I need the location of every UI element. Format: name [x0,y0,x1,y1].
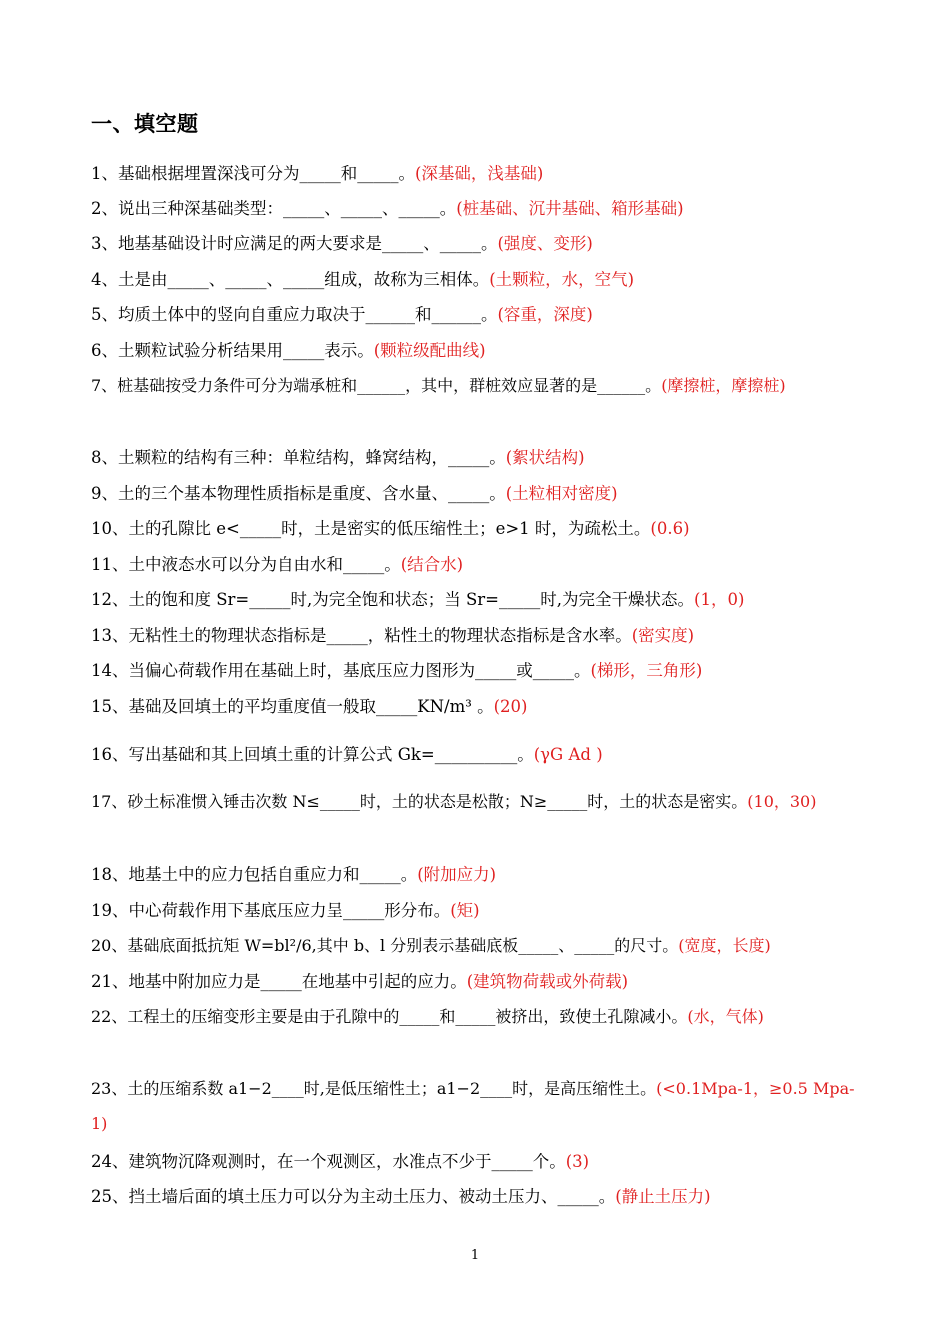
question-22 [91,999,866,1034]
question-text: 9、土的三个基本物理性质指标是重度、含水量、_____。 [91,484,506,503]
question-text: 6、土颗粒试验分析结果用_____表示。 [91,341,374,360]
answer-text: (0.6) [650,519,690,538]
question-19 [91,893,861,928]
question-text: 24、建筑物沉降观测时，在一个观测区，水准点不少于_____个。 [91,1152,566,1171]
question-text: 13、无粘性土的物理状态指标是_____，粘性土的物理状态指标是含水率。 [91,626,632,645]
question-6 [91,333,861,368]
question-text: 12、土的饱和度 Sr=_____时,为完全饱和状态；当 Sr=_____时,为完全干燥状态。 [91,590,695,609]
page-number: 1 [470,1248,480,1263]
answer-text: (桩基础、沉井基础、箱形基础) [456,199,684,218]
question-7 [91,368,861,403]
question-4 [91,262,861,297]
question-3 [91,226,861,261]
question-text: 21、地基中附加应力是_____在地基中引起的应力。 [91,972,467,991]
answer-text: (20) [493,697,528,716]
question-1 [91,156,861,191]
question-text: 7、桩基础按受力条件可分为端承桩和______，其中，群桩效应显著的是______。 [91,376,662,395]
question-25 [91,1179,861,1214]
question-text: 5、均质土体中的竖向自重应力取决于______和______。 [91,305,498,324]
question-15 [91,689,861,724]
question-text: 15、基础及回填土的平均重度值一般取_____KN/m³ 。 [91,697,494,716]
question-text: 4、土是由_____、_____、_____组成，故称为三相体。 [91,270,490,289]
answer-text: (建筑物荷载或外荷载) [466,972,629,991]
question-17 [91,784,866,819]
answer-text: (梯形，三角形) [590,661,703,680]
answer-text: (3) [565,1152,590,1171]
answer-text: (密实度) [631,626,695,645]
answer-text: (宽度，长度) [678,936,771,955]
answer-text: (矩) [450,901,480,920]
question-text: 18、地基土中的应力包括自重应力和_____。 [91,865,418,884]
question-text: 23、土的压缩系数 a1−2____时,是低压缩性土；a1−2____时，是高压缩性土。 [91,1079,657,1098]
question-text: 16、写出基础和其上回填土重的计算公式 Gk=__________。 [91,745,534,764]
question-text: 17、砂土标准惯入锤击次数 N≤_____时，土的状态是松散；N≥_____时，土的状态是密实。 [91,792,748,811]
question-21 [91,964,861,999]
answer-text: (水，气体) [687,1007,764,1026]
question-text: 22、工程土的压缩变形主要是由于孔隙中的_____和_____被挤出，致使土孔隙减小。 [91,1007,688,1026]
question-24 [91,1144,861,1179]
question-2 [91,191,861,226]
question-text: 10、土的孔隙比 e<_____时，土是密实的低压缩性土；e>1 时，为疏松土。 [91,519,651,538]
answer-text: (<0.1Mpa-1，≥0.5 Mpa-1) [91,1079,855,1133]
answer-text: (强度、变形) [497,234,593,253]
question-text: 2、说出三种深基础类型：_____、_____、_____。 [91,199,457,218]
question-10 [91,511,861,546]
question-8 [91,440,861,475]
answer-text: (摩擦桩，摩擦桩) [661,376,786,395]
question-text: 3、地基基础设计时应满足的两大要求是_____、_____。 [91,234,498,253]
answer-text: (深基础，浅基础) [415,164,544,183]
question-5 [91,297,861,332]
answer-text: (絮状结构) [505,448,585,467]
question-16 [91,737,861,772]
question-23 [91,1071,866,1141]
question-20 [91,928,861,963]
answer-text: (容重，深度) [497,305,593,324]
question-12 [91,582,861,617]
question-text: 11、土中液态水可以分为自由水和_____。 [91,555,401,574]
answer-text: (附加应力) [417,865,497,884]
question-text: 25、挡土墙后面的填土压力可以分为主动土压力、被动土压力、_____。 [91,1187,616,1206]
answer-text: (土粒相对密度) [505,484,618,503]
question-text: 20、基础底面抵抗矩 W=bl²/6,其中 b、l 分别表示基础底板_____、_____的尺寸。 [91,936,679,955]
answer-text: (颗粒级配曲线) [373,341,486,360]
section-heading: 一、填空题 [91,112,199,136]
answer-text: (土颗粒，水，空气) [489,270,635,289]
answer-text: (10，30) [747,792,817,811]
question-text: 8、土颗粒的结构有三种：单粒结构，蜂窝结构，_____。 [91,448,506,467]
question-9 [91,476,861,511]
question-18 [91,857,861,892]
answer-text: (结合水) [400,555,464,574]
answer-text: (1，0) [694,590,745,609]
question-text: 19、中心荷载作用下基底压应力呈_____形分布。 [91,901,451,920]
question-13 [91,618,861,653]
question-14 [91,653,861,688]
question-11 [91,547,861,582]
question-text: 1、基础根据埋置深浅可分为_____和_____。 [91,164,415,183]
answer-text: (静止土压力) [615,1187,711,1206]
question-text: 14、当偏心荷载作用在基础上时，基底压应力图形为_____或_____。 [91,661,591,680]
answer-text: (γG Ad ) [533,745,603,764]
